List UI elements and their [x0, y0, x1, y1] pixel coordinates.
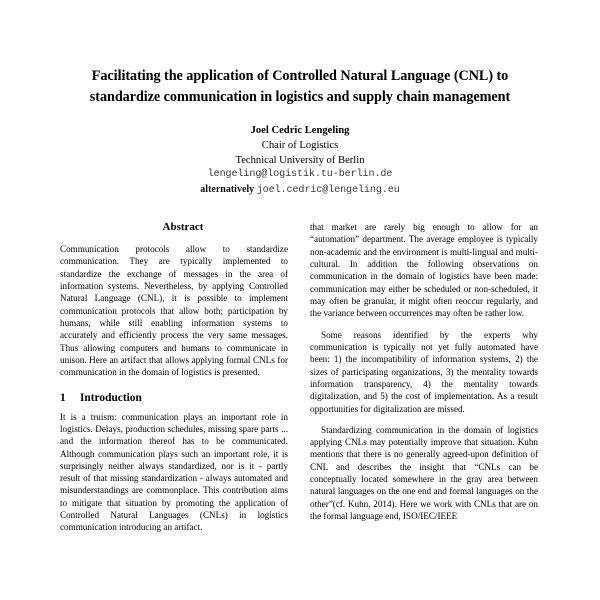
body-columns	[60, 221, 540, 534]
author-institution: Technical University of Berlin	[235, 155, 365, 167]
section-heading-introduction	[60, 392, 288, 404]
author-email-alternative-line	[60, 183, 540, 199]
alternatively-label: alternatively	[200, 184, 255, 196]
right-paragraph-3: Standardizing communication in the domain of logistics applying CNLs may potentially improve that situation. Kuhn mentions that there is no generally agreed-upon definition of CNL and describes the insight that “CNLs can be conceptually located somewhere in the gray area between natural languages on the one end and formal languages on the other”(cf. Kuhn, 2014). Here we work with CNLs that are on the formal language end, ISO/IEC/IEEE	[310, 424, 538, 522]
section-number: 1	[60, 391, 66, 404]
author-email-alternative[interactable]: joel.cedric@lengeling.eu	[256, 185, 400, 197]
author-chair: Chair of Logistics	[261, 140, 339, 152]
right-column	[310, 221, 538, 522]
left-column	[60, 221, 288, 534]
abstract-paragraph: Communication protocols allow to standardize communication. They are typically implemented to standardize the exchange of messages in the area of information systems. Nevertheless, by applying Controlled Natural Language (CNL), it is possible to implement communication protocols that allow both; participation by humans, while still enabling information systems to accurately and efficiently process the very same messages. Thus allowing computers and humans to communicate in unison. Here an artifact that allows applying formal CNLs for communication in the domain of logistics is presented.	[60, 244, 288, 378]
right-paragraph-1: that market are rarely big enough to allow for an “automation” department. The average employee is typically non-academic and the environment is multi-lingual and multi-cultural. In addition the following observations on communication in the domain of logistics have been made: communication may either be scheduled or non-scheduled, it may often be granular, it might often reoccur regularly, and the variance between occurrences may often be rather low.	[310, 222, 538, 319]
author-block	[60, 123, 540, 199]
abstract-heading: Abstract	[162, 221, 204, 234]
right-paragraph-2: Some reasons identified by the experts why communication is typically not yet fully automated have been: 1) the incompatibility of information systems, 2) the sizes of participating organizations, 3) the mentality towards information transparency, 4) the mentality towards digitalization, and 5) the cost of implementation. As a result opportunities for digitalization are missed.	[310, 329, 538, 414]
section-title: Introduction	[80, 391, 142, 404]
page-title: Facilitating the application of Controlled Natural Language (CNL) to standardize communication in logistics and supply chain management	[89, 68, 511, 105]
title-block	[60, 0, 540, 199]
author-name: Joel Cedric Lengeling	[250, 125, 350, 137]
introduction-paragraph: It is a truism: communication plays an important role in logistics. Delays, production schedules, missing spare parts ... and the information thereof has to be communicated. Although communication plays such an important role, it is surprisingly neither always standardized, nor is it - partly result of that missing standardization - always automated and misunderstandings are commonplace. This contribution aims to mitigate that situation by promoting the application of Controlled Natural Languages (CNLs) in logistics communication introducing an artifact.	[60, 411, 288, 533]
author-email-primary[interactable]: lengeling@logistik.tu-berlin.de	[207, 169, 393, 181]
